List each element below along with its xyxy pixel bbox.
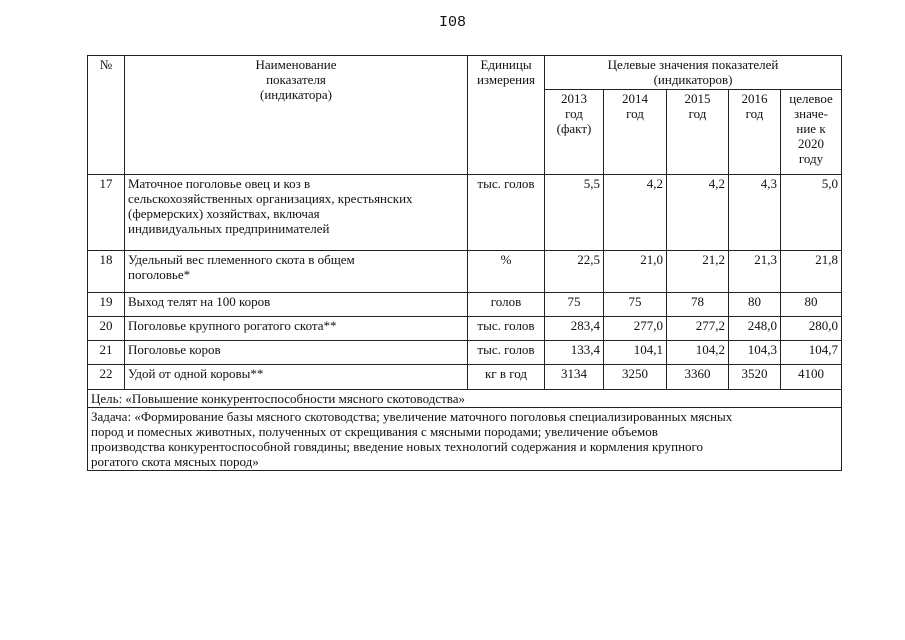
- row-unit: тыс. голов: [468, 317, 545, 341]
- row-value: 4,2: [667, 175, 729, 251]
- header-units-line: Единицы: [480, 57, 532, 72]
- row-value: 22,5: [545, 251, 604, 293]
- task-line: Задача: «Формирование базы мясного скотоводства; увеличение маточного поголовья специализированных мясных: [91, 409, 733, 424]
- row-num: 21: [88, 341, 125, 365]
- table-row: [88, 293, 842, 317]
- row-name: [125, 251, 468, 293]
- header-group-line: (индикаторов): [653, 72, 733, 87]
- header-year-line: год: [688, 106, 707, 121]
- table-row: [88, 365, 842, 390]
- header-year-line: 2020: [798, 136, 825, 151]
- indicators-table: [87, 55, 842, 471]
- row-name-line: Удельный вес племенного скота в общем: [128, 252, 355, 267]
- row-value: 283,4: [545, 317, 604, 341]
- row-value: 280,0: [781, 317, 842, 341]
- row-num: 18: [88, 251, 125, 293]
- header-year-2014: [604, 90, 667, 175]
- row-value: 5,0: [781, 175, 842, 251]
- header-name-line: (индикатора): [260, 87, 332, 102]
- row-value: 104,2: [667, 341, 729, 365]
- row-num: 22: [88, 365, 125, 390]
- row-value: 3520: [729, 365, 781, 390]
- row-name: [125, 175, 468, 251]
- task-row: [88, 408, 842, 471]
- row-name: Выход телят на 100 коров: [125, 293, 468, 317]
- row-value: 104,3: [729, 341, 781, 365]
- header-year-line: 2013: [561, 91, 587, 106]
- header-year-line: 2015: [684, 91, 711, 106]
- row-name: Удой от одной коровы**: [125, 365, 468, 390]
- header-year-2015: [667, 90, 729, 175]
- row-unit: кг в год: [468, 365, 545, 390]
- header-year-line: 2014: [622, 91, 648, 106]
- row-value: 21,8: [781, 251, 842, 293]
- header-row-top: [88, 56, 842, 90]
- row-value: 104,1: [604, 341, 667, 365]
- row-unit: тыс. голов: [468, 341, 545, 365]
- header-year-line: год: [565, 106, 583, 121]
- row-num: 17: [88, 175, 125, 251]
- header-year-2016: [729, 90, 781, 175]
- row-unit: %: [468, 251, 545, 293]
- page-number: I08: [438, 14, 466, 31]
- header-name-line: показателя: [266, 72, 326, 87]
- row-name-line: (фермерских) хозяйствах, включая: [128, 206, 320, 221]
- row-value: 21,2: [667, 251, 729, 293]
- header-units: [468, 56, 545, 175]
- header-units-line: измерения: [476, 72, 536, 87]
- row-value: 78: [667, 293, 729, 317]
- header-year-line: значе-: [794, 106, 828, 121]
- row-value: 4,2: [604, 175, 667, 251]
- row-value: 75: [604, 293, 667, 317]
- header-target-values: [545, 56, 842, 90]
- row-value: 4100: [781, 365, 842, 390]
- row-unit: тыс. голов: [468, 175, 545, 251]
- header-year-line: году: [798, 151, 824, 166]
- row-value: 277,2: [667, 317, 729, 341]
- header-year-2020-target: [781, 90, 842, 175]
- row-num: 20: [88, 317, 125, 341]
- table-row: [88, 317, 842, 341]
- row-name: Поголовье коров: [125, 341, 468, 365]
- row-value: 4,3: [729, 175, 781, 251]
- row-value: 80: [781, 293, 842, 317]
- row-name-line: поголовье*: [128, 267, 191, 282]
- table-row: [88, 175, 842, 251]
- table-row: [88, 251, 842, 293]
- row-value: 133,4: [545, 341, 604, 365]
- row-value: 277,0: [604, 317, 667, 341]
- header-name-line: Наименование: [255, 57, 337, 72]
- header-year-line: 2016: [741, 91, 768, 106]
- task-line: рогатого скота мясных пород»: [91, 454, 259, 469]
- row-value: 75: [545, 293, 604, 317]
- row-name-line: сельскохозяйственных организациях, крестьянских: [128, 191, 413, 206]
- header-year-line: год: [745, 106, 764, 121]
- row-value: 3134: [545, 365, 604, 390]
- task-line: производства конкурентоспособной говядины; введение новых технологий содержания и кормления крупного: [91, 439, 704, 454]
- header-year-2013: [545, 90, 604, 175]
- goal-row: [88, 390, 842, 408]
- row-value: 21,0: [604, 251, 667, 293]
- header-name: [125, 56, 468, 175]
- task-line: пород и помесных животных, полученных от скрещивания с мясными породами; увеличение объемов: [91, 424, 658, 439]
- header-num: №: [88, 56, 125, 175]
- goal-text: Цель: «Повышение конкурентоспособности мясного скотоводства»: [88, 390, 842, 408]
- row-value: 5,5: [545, 175, 604, 251]
- row-value: 3250: [604, 365, 667, 390]
- header-group-line: Целевые значения показателей: [607, 57, 779, 72]
- row-name-line: Маточное поголовье овец и коз в: [128, 176, 311, 191]
- header-year-line: целевое: [789, 91, 833, 106]
- row-name-line: индивидуальных предпринимателей: [128, 221, 330, 236]
- row-value: 21,3: [729, 251, 781, 293]
- row-value: 3360: [667, 365, 729, 390]
- table-row: [88, 341, 842, 365]
- header-year-line: ние к: [796, 121, 826, 136]
- row-unit: голов: [468, 293, 545, 317]
- header-year-line: (факт): [556, 121, 592, 136]
- row-name: Поголовье крупного рогатого скота**: [125, 317, 468, 341]
- row-value: 80: [729, 293, 781, 317]
- row-value: 248,0: [729, 317, 781, 341]
- task-text: [88, 408, 842, 471]
- row-value: 104,7: [781, 341, 842, 365]
- header-year-line: год: [626, 106, 644, 121]
- row-num: 19: [88, 293, 125, 317]
